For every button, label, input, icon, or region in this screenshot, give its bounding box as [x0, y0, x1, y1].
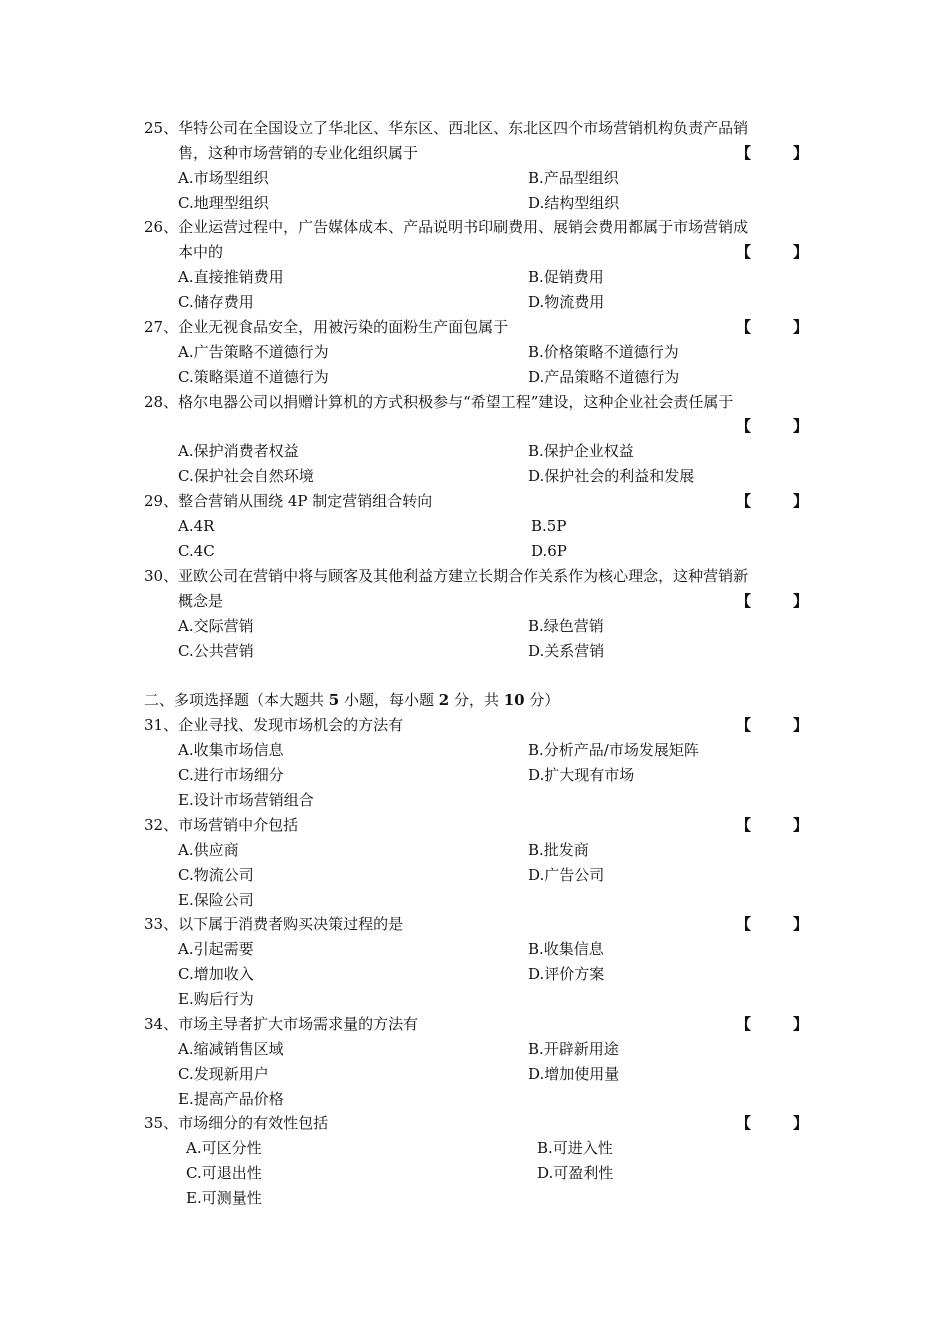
q35-option-c: C.可退出性 [186, 1164, 262, 1182]
q25-option-c: C.地理型组织 [178, 194, 269, 212]
q34-option-e: E.提高产品价格 [178, 1090, 284, 1108]
bracket-close: 】 [792, 144, 808, 162]
q35-option-d: D.可盈利性 [537, 1164, 614, 1182]
q33-answer-bracket [736, 912, 808, 937]
q33-option-c: C.增加收入 [178, 965, 254, 983]
section-2-total: 10 [503, 691, 525, 709]
bracket-open: 【 [736, 915, 752, 933]
q33-stem: 33、以下属于消费者购买决策过程的是 [144, 915, 404, 933]
q29-option-a: A.4R [178, 517, 215, 535]
q25-option-d: D.结构型组织 [528, 194, 620, 212]
bracket-open: 【 [736, 144, 752, 162]
q31-answer-bracket [736, 713, 808, 738]
bracket-open: 【 [736, 492, 752, 510]
q27-option-d: D.产品策略不道德行为 [528, 368, 680, 386]
q30-stem-cont: 概念是 [178, 592, 224, 610]
q29-answer-bracket [736, 489, 808, 514]
q34-option-c: C.发现新用户 [178, 1065, 269, 1083]
bracket-close: 】 [792, 417, 808, 435]
q29-stem: 29、整合营销从围绕 4P 制定营销组合转向 [144, 492, 433, 510]
q26-answer-bracket [736, 240, 808, 265]
q32-answer-bracket [736, 813, 808, 838]
q25-stem: 25、华特公司在全国设立了华北区、华东区、西北区、东北区四个市场营销机构负责产品销 [144, 119, 749, 137]
section-2-heading [144, 688, 559, 713]
q25-option-b: B.产品型组织 [528, 169, 619, 187]
q25-answer-bracket [736, 141, 808, 166]
bracket-open: 【 [736, 592, 752, 610]
q32-stem: 32、市场营销中介包括 [144, 816, 299, 834]
q25-option-a: A.市场型组织 [178, 169, 269, 187]
q30-option-c: C.公共营销 [178, 642, 254, 660]
q35-option-b: B.可进入性 [537, 1139, 613, 1157]
q27-option-b: B.价格策略不道德行为 [528, 343, 679, 361]
q34-option-a: A.缩减销售区域 [178, 1040, 284, 1058]
q32-option-d: D.广告公司 [528, 866, 605, 884]
bracket-close: 】 [792, 1015, 808, 1033]
q27-stem: 27、企业无视食品安全，用被污染的面粉生产面包属于 [144, 318, 509, 336]
bracket-open: 【 [736, 1114, 752, 1132]
q31-option-b: B.分析产品/市场发展矩阵 [528, 741, 699, 759]
q32-option-b: B.批发商 [528, 841, 589, 859]
q28-option-a: A.保护消费者权益 [178, 442, 299, 460]
q30-option-d: D.关系营销 [528, 642, 605, 660]
q35-option-e: E.可测量性 [186, 1189, 262, 1207]
q25-stem-cont: 售，这种市场营销的专业化组织属于 [178, 144, 419, 162]
q32-option-e: E.保险公司 [178, 891, 254, 909]
q26-option-b: B.促销费用 [528, 268, 604, 286]
q34-option-d: D.增加使用量 [528, 1065, 620, 1083]
bracket-open: 【 [736, 243, 752, 261]
q33-option-b: B.收集信息 [528, 940, 604, 958]
bracket-close: 】 [792, 915, 808, 933]
bracket-close: 】 [792, 243, 808, 261]
bracket-close: 】 [792, 1114, 808, 1132]
q29-option-d: D.6P [531, 542, 567, 560]
q30-stem: 30、亚欧公司在营销中将与顾客及其他利益方建立长期合作关系作为核心理念，这种营销新 [144, 567, 749, 585]
q28-option-c: C.保护社会自然环境 [178, 467, 314, 485]
q27-option-a: A.广告策略不道德行为 [178, 343, 329, 361]
section-2-suffix: 分） [524, 691, 560, 709]
section-2-mid2: 分，共 [449, 691, 504, 709]
bracket-open: 【 [736, 318, 752, 336]
q29-option-b: B.5P [531, 517, 567, 535]
q32-option-a: A.供应商 [178, 841, 239, 859]
q33-option-e: E.购后行为 [178, 990, 254, 1008]
q34-stem: 34、市场主导者扩大市场需求量的方法有 [144, 1015, 419, 1033]
q30-option-a: A.交际营销 [178, 617, 254, 635]
q30-answer-bracket [736, 589, 808, 614]
bracket-close: 】 [792, 716, 808, 734]
bracket-close: 】 [792, 592, 808, 610]
bracket-close: 】 [792, 492, 808, 510]
q28-stem: 28、格尔电器公司以捐赠计算机的方式积极参与“希望工程”建设，这种企业社会责任属于 [144, 393, 734, 411]
q34-answer-bracket [736, 1012, 808, 1037]
bracket-open: 【 [736, 417, 752, 435]
q26-option-c: C.储存费用 [178, 293, 254, 311]
section-2-count: 5 [328, 691, 340, 709]
bracket-open: 【 [736, 1015, 752, 1033]
bracket-open: 【 [736, 716, 752, 734]
section-2-prefix: 二、多项选择题（本大题共 [144, 691, 329, 709]
q28-answer-bracket [736, 414, 808, 439]
q28-option-d: D.保护社会的利益和发展 [528, 467, 695, 485]
q35-option-a: A.可区分性 [186, 1139, 262, 1157]
q35-stem: 35、市场细分的有效性包括 [144, 1114, 329, 1132]
q33-option-d: D.评价方案 [528, 965, 605, 983]
q30-option-b: B.绿色营销 [528, 617, 604, 635]
q27-answer-bracket [736, 315, 808, 340]
q26-option-d: D.物流费用 [528, 293, 605, 311]
bracket-close: 】 [792, 318, 808, 336]
q26-stem: 26、企业运营过程中，广告媒体成本、产品说明书印刷费用、展销会费用都属于市场营销成 [144, 218, 749, 236]
q35-answer-bracket [736, 1111, 808, 1136]
q33-option-a: A.引起需要 [178, 940, 254, 958]
q28-option-b: B.保护企业权益 [528, 442, 634, 460]
q31-option-a: A.收集市场信息 [178, 741, 284, 759]
section-2-each: 2 [438, 691, 450, 709]
q31-option-c: C.进行市场细分 [178, 766, 284, 784]
section-2-mid1: 小题，每小题 [339, 691, 439, 709]
q31-stem: 31、企业寻找、发现市场机会的方法有 [144, 716, 404, 734]
q29-option-c: C.4C [178, 542, 215, 560]
q31-option-d: D.扩大现有市场 [528, 766, 635, 784]
q34-option-b: B.开辟新用途 [528, 1040, 619, 1058]
q31-option-e: E.设计市场营销组合 [178, 791, 314, 809]
bracket-close: 】 [792, 816, 808, 834]
q32-option-c: C.物流公司 [178, 866, 254, 884]
q27-option-c: C.策略渠道不道德行为 [178, 368, 329, 386]
bracket-open: 【 [736, 816, 752, 834]
q26-option-a: A.直接推销费用 [178, 268, 284, 286]
q26-stem-cont: 本中的 [178, 243, 224, 261]
